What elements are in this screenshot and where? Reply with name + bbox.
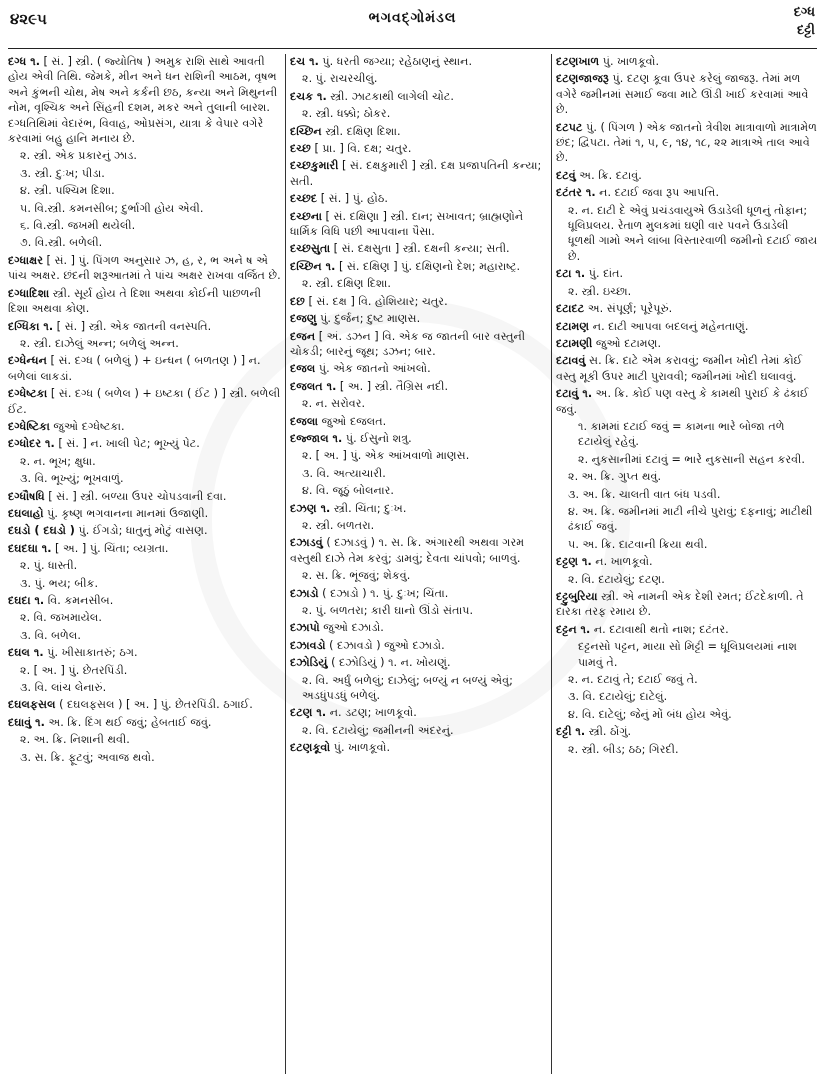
header-rule	[8, 48, 817, 49]
dictionary-entry	[556, 120, 818, 166]
dictionary-entry	[290, 414, 548, 429]
headword: દટાવું ૧.	[556, 387, 593, 401]
dictionary-entry	[290, 535, 548, 566]
headword: દઝાડો	[290, 586, 319, 600]
running-title: ભગવદ્ગોમંડલ	[368, 10, 457, 26]
dictionary-entry	[556, 301, 818, 316]
dictionary-entry	[8, 54, 282, 146]
sense: ૨. સ્ત્રી. ઇચ્છા.	[568, 284, 632, 298]
headword: દટણજાજરૂ	[556, 72, 609, 86]
definition: પું. દટણ કૂવા ઉપર કરેલું જાજરૂ. તેમાં મળ વગેરે જમીનમાં સમાઈ જવા માટે ઊંડી ખાઈ કરવામાં આવે છે.	[556, 72, 809, 117]
definition: પું. ખાળકૂવો.	[330, 741, 391, 755]
definition: [ સં. દક્ષિણ ] પું. દક્ષિણનો દેશ; મહારાષ્ટ્ર.	[335, 259, 521, 273]
definition: પું. ખીસાકાતરું; ઠગ.	[43, 646, 138, 660]
headword: દગ્ધેન્ધન	[8, 354, 47, 368]
sense: ૫. વિ.સ્ત્રી. કમનસીબ; દુર્ભાગી હોય એવી.	[20, 201, 204, 215]
headword: દટાવવું	[556, 354, 586, 368]
definition: પું. ( પિંગળ ) એક જાતનો ત્રેવીશ માત્રાવાળો માત્રામેળ છંદ; દ્વિપટા. તેમાં ૧, ૫, ૯, ૧૪, ૧૮, ૨૨ માત્રાએ તાલ આવે છે.	[556, 120, 817, 165]
sense: ૩. અ. ક્રિ. ચાલતી વાત બંધ પડવી.	[568, 487, 721, 501]
definition: [ સં. દક્ષિણા ] સ્ત્રી. દાન; સખાવત; બ્રાહ્મણોને ધાર્મિક વિધિ પછી આપવાના પૈસા.	[290, 209, 524, 239]
headword: દચ્છદ	[290, 192, 318, 206]
definition: [ સં. ] સ્ત્રી. બળ્યા ઉપર ચોપડવાની દવા.	[44, 489, 227, 503]
headword: દછ	[290, 294, 305, 308]
headword: દટામણી	[556, 336, 593, 350]
definition: [ સં. દક્ષકુમારી ] સ્ત્રી. દક્ષ પ્રજાપતિની કન્યા; સતી.	[290, 159, 542, 188]
headword: દગ્ધેષ્ટિકા	[8, 419, 50, 433]
definition: પું. દુર્જન; દુષ્ટ માણસ.	[316, 312, 421, 326]
definition: ન. ડટણ; ખાળકૂવો.	[326, 706, 417, 720]
definition: [ સં. દક્ષસુતા ] સ્ત્રી. દક્ષની કન્યા; સતી.	[330, 242, 510, 256]
definition: [ સં. ] પું. હોઠ.	[317, 192, 388, 206]
sense: ૩. વિ. દટાયેલું; દાટેલું.	[568, 690, 668, 704]
definition: ન. દટાવાથી થતો નાશ; દટંતર.	[590, 622, 729, 636]
definition: ન. દટાઈ જવા રૂપ આપત્તિ.	[595, 186, 720, 200]
definition: ( દઝોડિયું ) ૧. ન. ખોયણું.	[327, 656, 451, 670]
definition: [ સં. દક્ષ ] વિ. હોશિયાર; ચતુર.	[304, 294, 448, 308]
dictionary-entry	[8, 697, 282, 712]
sense: ૨. ન. ભૂખ; ક્ષુધા.	[20, 454, 96, 468]
dictionary-entry	[290, 329, 548, 360]
definition: ( દઝાવડો ) જુઓ દઝાડો.	[325, 638, 445, 652]
sense: ૨. વિ. દટાયેલું; દટણ.	[568, 572, 665, 586]
dictionary-entry	[290, 311, 548, 326]
dictionary-entry	[8, 286, 282, 317]
dictionary-entry	[556, 168, 818, 183]
definition: પું. ધરતી જગ્યા; રહેઠાણનું સ્થાન.	[318, 55, 473, 68]
headword: દઝોડિયું	[290, 656, 328, 670]
definition: [ સં. દગ્ધ ( બળેલ ) + ઇષ્ટકા ( ઈંટ ) ] સ્ત્રી. બળેલી ઈંટ.	[8, 387, 281, 416]
definition: સ્ત્રી. એ નામની એક દેશી રમત; ઈંટદેકાળી. તે દારકા તરફ રમાય છે.	[556, 590, 804, 619]
headword: દટ્ટણ ૧.	[556, 555, 592, 569]
dictionary-entry	[290, 241, 548, 256]
headword: દજલત ૧.	[290, 379, 337, 393]
dictionary-entry	[556, 353, 818, 384]
definition: સ્ત્રી. સૂર્ય હોય તે દિશા અથવા કોઈની પાછળની દિશા અથવા કોણ.	[8, 286, 262, 316]
headword: દઘલફસલ	[8, 698, 56, 712]
definition: [ પ્રા. ] વિ. દક્ષ; ચતુર.	[310, 142, 412, 156]
headword: દચ્છિન	[290, 124, 322, 138]
headword: દટણકૂવો	[290, 741, 331, 755]
dictionary-entry	[8, 506, 282, 521]
dictionary-entry	[8, 593, 282, 608]
sense: ૨. ન. દટાવું તે; દટાઈ જવું તે.	[568, 673, 698, 687]
dictionary-entry	[290, 379, 548, 394]
dictionary-entry	[8, 253, 282, 284]
headword: દઘાવું ૧.	[8, 715, 45, 729]
sense: ૬. વિ.સ્ત્રી. જખમી થયેલી.	[20, 219, 136, 233]
definition: અ. ક્રિ. કોઈ પણ વસ્તુ કે કામથી પુરાઈ કે ઢંકાઈ જવું.	[556, 387, 809, 416]
definition: જુઓ દજલત.	[318, 414, 387, 428]
sense: ૨. વિ. જખમાયેલ.	[20, 611, 102, 625]
headword: દગ્ધૌષધિ	[8, 489, 45, 503]
dictionary-entry	[290, 259, 548, 274]
headword: દચક ૧.	[290, 89, 327, 103]
dictionary-entry	[556, 319, 818, 334]
sense: ૨. સ્ત્રી. બળતરા.	[302, 518, 375, 532]
headword: દઘલ ૧.	[8, 646, 44, 660]
dictionary-entry	[556, 71, 818, 117]
dictionary-entry	[290, 705, 548, 720]
headword: દટા ૧.	[556, 267, 586, 281]
dictionary-entry	[8, 419, 282, 434]
headword: દઝણ ૧.	[290, 501, 331, 515]
sense: ૨. ન. સરોવર.	[302, 397, 366, 411]
definition: જુઓ દગ્ધેષ્ટકા.	[49, 419, 125, 433]
sense: ૪. વિ. દાટેલું; જેનું મોં બંધ હોય એવું.	[568, 707, 732, 721]
sense: ૨. સ્ત્રી. બીડ; ઠઠ; ગિરદી.	[568, 742, 679, 756]
sense: ૩. પું. ભય; બીક.	[20, 576, 99, 590]
headword: દટપટ	[556, 120, 583, 134]
dictionary-entry	[8, 715, 282, 730]
headword: દટ્ટન ૧.	[556, 622, 591, 636]
dictionary-entry	[556, 622, 818, 637]
dictionary-entry	[556, 386, 818, 417]
sense: ૪. સ્ત્રી. પશ્ચિમ દિશા.	[20, 184, 115, 198]
definition: પું. ઈસુનો શત્રુ.	[342, 431, 412, 445]
dictionary-entry	[290, 655, 548, 670]
headword: દઘલાહો	[8, 506, 44, 520]
headword: દગ્ધોદર ૧.	[8, 437, 55, 451]
dictionary-entry	[8, 319, 282, 334]
column-divider	[285, 54, 286, 1074]
guide-words	[794, 4, 815, 40]
dictionary-entry	[556, 185, 818, 200]
definition: પું. એક જાતનો આંખલો.	[315, 362, 431, 376]
dictionary-entry	[8, 541, 282, 556]
sense: ૩. સ. ક્રિ. ફૂટવું; અવાજ થવો.	[20, 750, 155, 764]
headword: દગ્ધેષ્ટકા	[8, 387, 48, 401]
dictionary-entry	[8, 436, 282, 451]
dictionary-entry	[556, 554, 818, 569]
column-divider	[551, 54, 552, 1074]
dictionary-entry	[290, 209, 548, 240]
definition: [ અ. ] સ્ત્રી. તૈગ્રિસ નદી.	[336, 379, 449, 393]
dictionary-entry	[290, 361, 548, 376]
dictionary-entry	[556, 336, 818, 351]
sense: ૨. ન. દાટી દે એવું પ્રચંડવાયુએ ઉડાડેલી ધૂળનું તોફાન; ધૂલિપ્રલય. રેતાળ મુલકમાં ઘણી વાર પવને ઉડાડેલી ધૂળથી ગામો અને લાંબા વિસ્તારવાળી જમીનો દટાઈ જાય છે.	[568, 203, 818, 263]
sense: ૪. અ. ક્રિ. જમીનમાં માટી નીચે પુરાવું; દફનાવું; માટીથી ઢંકાઈ જવું.	[568, 504, 813, 534]
definition: [ અ. ] પું. ચિંતા; વ્યગ્રતા.	[51, 541, 169, 555]
dictionary-entry	[556, 724, 818, 739]
dictionary-entry	[290, 620, 548, 635]
dictionary-entry	[8, 386, 282, 417]
definition: [ સં. ] સ્ત્રી. ( જ્યોતિષ ) અમુક રાશિ સાથે આવતી હોય એવી તિથિ. જેમકે, મીન અને ધન રાશિની આઠમ, વૃષભ અને કુંભની ચોથ, મેષ અને કર્કની છઠ, કન્યા અને મિથુનની નોમ, વૃશ્ચિક અને સિંહની દશમ, મકર અને તુલાની બારશ. દગ્ધતિથિમાં વેદારંભ, વિવાહ, ઓપ્રસંગ, યાત્રા કે વેપાર વગેરે કરવામાં બહુ હાનિ મનાય છે.	[8, 55, 278, 146]
dictionary-entry	[290, 158, 548, 189]
headword: દઝાપો	[290, 621, 320, 635]
sense: ૨. અ. ક્રિ. નિશાની થવી.	[20, 733, 130, 747]
dictionary-entry	[8, 353, 282, 384]
headword: દચ્છસુતા	[290, 242, 331, 256]
dictionary-entry	[290, 431, 548, 446]
sense: ૨. સ. ક્રિ. ભૂંજવું; શેકવું.	[302, 569, 411, 583]
headword: દચ્છકુમારી	[290, 159, 339, 173]
definition: [ સં. ] ન. ખાલી પેટ; ભૂખ્યું પેટ.	[54, 437, 200, 451]
sense: ૩. વિ. ભૂખ્યું; ભૂખવાળું.	[20, 472, 124, 486]
headword: દજલ	[290, 362, 316, 376]
headword: દટ્ટી ૧.	[556, 725, 586, 739]
headword: દટ્ટુબુરિયા	[556, 590, 598, 603]
headword: દઘડો ( દઘડો )	[8, 524, 75, 538]
definition: વિ. કમનસીબ.	[44, 594, 114, 607]
definition: ( દઘલફસલ ) [ અ. ] પું. છેતરપિંડી. ઠગાઈ.	[55, 698, 253, 712]
guide-word-first: દગ્ધ	[793, 5, 815, 20]
dictionary-entry	[290, 54, 548, 69]
dictionary-entry	[8, 489, 282, 504]
column-1	[8, 54, 282, 767]
headword: દચ્છિન ૧.	[290, 259, 336, 273]
column-2	[290, 54, 548, 758]
definition: જુઓ દઝાડો.	[319, 621, 384, 635]
headword: દગ્ધાક્ષર	[8, 253, 43, 267]
definition: ( દઝાડવું ) ૧. સ. ક્રિ. અંગારથી અથવા ગરમ વસ્તુથી દાઝે તેમ કરવું; ડામવું; દેવતા ચાંપવો; બાળવું.	[290, 536, 525, 565]
headword: દઘદા ૧.	[8, 594, 45, 607]
definition: સ્ત્રી. દક્ષિણ દિશા.	[321, 124, 401, 138]
idiom: દટ્ટનસો પટ્ટન, માયા સો મિટ્ટી = ધૂલિપ્રલયમાં નાશ પામવું તે.	[578, 640, 798, 669]
headword: દઝાડવું	[290, 536, 323, 550]
dictionary-entry	[290, 638, 548, 653]
headword: દટણ ૧.	[290, 706, 327, 720]
headword: દઘદઘા ૧.	[8, 541, 52, 555]
dictionary-entry	[290, 294, 548, 309]
sense: ૩. સ્ત્રી. દુઃખ; પીડા.	[20, 166, 105, 180]
sense: ૩. વિ. બળેલ.	[20, 628, 81, 642]
sense: ૨. પું. રાચરચીલું.	[302, 72, 378, 86]
headword: દગ્ધિકા ૧.	[8, 319, 54, 333]
dictionary-entry	[290, 124, 548, 139]
sense: ૨. [ અ. ] પું. એક આંખવાળો માણસ.	[302, 449, 470, 463]
definition: પું. દાંત.	[585, 267, 624, 281]
sense: ૨. પું. ધાસ્તી.	[20, 559, 78, 573]
headword: દઝાવડો	[290, 638, 326, 652]
headword: દગ્ધાદિશા	[8, 286, 50, 300]
definition: અ. ક્રિ. દટાવું.	[575, 168, 642, 182]
definition: ( દઝાડો ) ૧. પું. દુઃખ; ચિંતા.	[318, 586, 449, 600]
sense: ૨. પું. બળતરા; કારી ઘાનો ઊંડો સંતાપ.	[302, 604, 474, 617]
definition: સ્ત્રી. ચિંતા; દુઃખ.	[330, 501, 407, 515]
sense: ૫. અ. ક્રિ. દાટવાની ક્રિયા થવી.	[568, 537, 708, 551]
definition: અ. ક્રિ. દિંગ થઈ જવું; હેબતાઈ જવું.	[44, 715, 212, 729]
sense: ૨. [ અ. ] પું. છેતરપિંડી.	[20, 663, 128, 677]
idiom: ૨. નુકસાનીમાં દટાવું = ભારે નુકસાની સહન કરવી.	[578, 452, 805, 466]
definition: જુઓ દટામણ.	[592, 336, 662, 350]
headword: દજણુ	[290, 312, 317, 326]
sense: ૨. અ. ક્રિ. ગુપ્ત થવું.	[568, 470, 662, 484]
dictionary-entry	[556, 54, 818, 69]
definition: સ. ક્રિ. દાટે એમ કરાવવું; જમીન ખોદી તેમાં કોઈ વસ્તુ મૂકી ઉપર માટી પુરાવવી; જમીનમાં ખોદી ઘલાવવું.	[556, 354, 803, 383]
definition: પું. કૃષ્ણ ભગવાનના માનમાં ઉજાણી.	[43, 506, 209, 520]
definition: ન. ખાળકૂવો.	[591, 555, 653, 569]
sense: ૩. વિ. અત્યાચારી.	[302, 466, 386, 480]
sense: ૩. વિ. લાંચ લેનારું.	[20, 681, 107, 695]
dictionary-entry	[8, 645, 282, 660]
sense: ૨. સ્ત્રી. દાઝેલું અન્ન; બળેલું અન્ન.	[20, 336, 179, 350]
dictionary-entry	[290, 141, 548, 156]
dictionary-entry	[556, 589, 818, 620]
column-3	[556, 54, 818, 759]
headword: દટામણ	[556, 319, 590, 333]
sense: ૨. સ્ત્રી. દક્ષિણ દિશા.	[302, 277, 391, 291]
definition: પું. ઈંગડો; ધાતુનું મોટું વાસણ.	[74, 524, 208, 538]
definition: ન. દાટી આપવા બદલનું મહેનતાણું.	[589, 319, 749, 333]
headword: દચ્છ	[290, 142, 311, 156]
headword: દચ ૧.	[290, 55, 319, 68]
sense: ૭. વિ.સ્ત્રી. બળેલી.	[20, 236, 103, 250]
definition: અ. સંપૂર્ણ; પૂરેપૂરું.	[584, 302, 673, 316]
definition: સ્ત્રી. ઝાટકાથી લાગેલી ચોટ.	[326, 89, 454, 103]
headword: દટવું	[556, 168, 576, 182]
idiom: ૧. કામમાં દટાઈ જવું = કામના ભારે બોજા તળે દટાયેલું રહેવું.	[578, 419, 785, 449]
page-header	[10, 4, 815, 44]
definition: [ સં. ] પું. પિંગળ અનુસાર ઝ, હ, ર, ભ અને ષ એ પાંચ અક્ષર. છંદની શરૂઆતમાં તે પાંચ અક્ષર રાખવા વર્જિત છે.	[8, 253, 281, 283]
dictionary-entry	[290, 586, 548, 601]
dictionary-entry	[290, 501, 548, 516]
headword: દજલા	[290, 414, 319, 428]
dictionary-entry	[290, 191, 548, 206]
headword: દટંતર ૧.	[556, 186, 596, 200]
sense: ૨. વિ. અર્ધું બળેલું; દાઝેલું; બળ્યું ન બળ્યું એવું; અડધુંપડધું બળેલું.	[302, 673, 513, 703]
definition: [ સં. ] સ્ત્રી. એક જાતની વનસ્પતિ.	[53, 319, 212, 333]
sense: ૨. સ્ત્રી. ધક્કો; ઠોકર.	[302, 107, 391, 121]
sense: ૪. વિ. જૂઠું બોલનાર.	[302, 484, 394, 498]
dictionary-entry	[290, 740, 548, 755]
sense: ૨. વિ. દટાયેલું; જમીનની અંદરનું.	[302, 723, 454, 737]
headword: દજ્જાલ ૧.	[290, 431, 343, 445]
definition: [ સં. દગ્ધ ( બળેલું ) + ઇન્ધન ( બળતણ ) ] ન. બળેલાં લાકડાં.	[8, 354, 261, 383]
definition: પું. ખાળકૂવો.	[599, 55, 660, 68]
headword: દચ્છના	[290, 209, 322, 223]
headword: દટાદટ	[556, 302, 585, 316]
definition: સ્ત્રી. ઠોંગું.	[585, 725, 632, 739]
definition: [ અં. ડઝન ] વિ. એક જ જાતની બાર વસ્તુની ચોકડી; બારનું જૂથ; ડઝન; બાર.	[290, 329, 526, 358]
sense: ૨. સ્ત્રી. એક પ્રકારનું ઝાડ.	[20, 149, 137, 163]
dictionary-entry	[290, 89, 548, 104]
headword: દટણખાળ	[556, 55, 600, 68]
guide-word-last: દટ્ટી	[796, 23, 815, 38]
headword: દજન	[290, 329, 316, 343]
page-number: ૪૨૯૫	[10, 10, 47, 28]
headword: દગ્ધ ૧.	[8, 55, 40, 68]
dictionary-entry	[8, 523, 282, 538]
dictionary-entry	[556, 266, 818, 281]
